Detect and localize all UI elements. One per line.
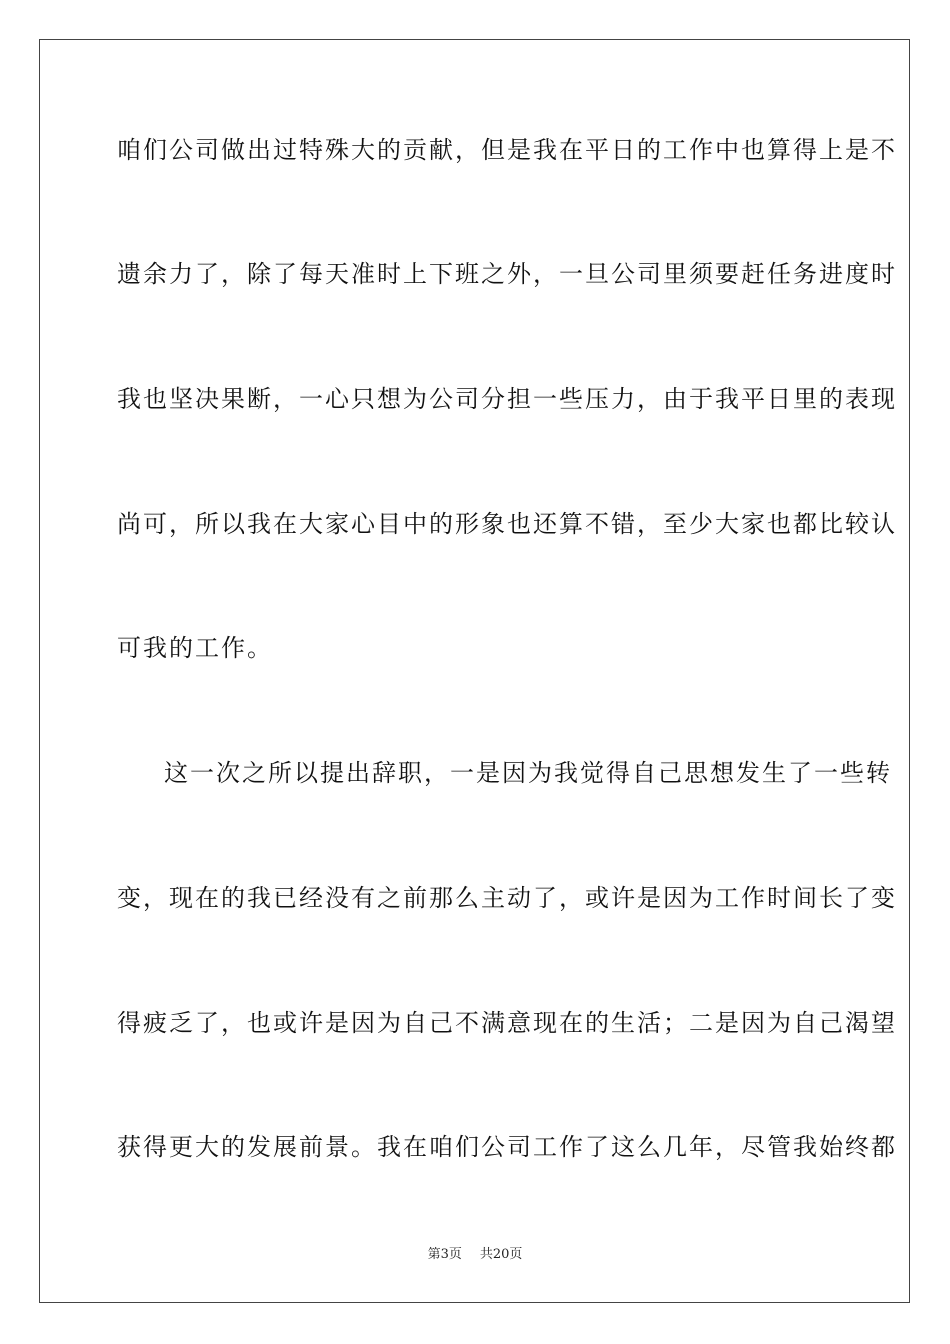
- text-line: 得疲乏了，也或许是因为自己不满意现在的生活；二是因为自己渴望: [117, 1009, 897, 1037]
- text-line: 我也坚决果断，一心只想为公司分担一些压力，由于我平日里的表现: [117, 385, 897, 413]
- text-line: 尚可，所以我在大家心目中的形象也还算不错，至少大家也都比较认: [117, 510, 897, 538]
- page-number: 第3页: [427, 1247, 462, 1262]
- paragraph-first-line: 这一次之所以提出辞职，一是因为我觉得自己思想发生了一些转: [164, 759, 892, 787]
- page-border: [39, 39, 910, 1303]
- page-footer: [0, 1246, 950, 1264]
- text-line: 变，现在的我已经没有之前那么主动了，或许是因为工作时间长了变: [117, 884, 897, 912]
- text-line: 遗余力了，除了每天准时上下班之外，一旦公司里须要赶任务进度时: [117, 260, 897, 288]
- text-line: 获得更大的发展前景。我在咱们公司工作了这么几年，尽管我始终都: [117, 1133, 897, 1161]
- page-total: 共20页: [479, 1247, 523, 1262]
- text-line: 咱们公司做出过特殊大的贡献，但是我在平日的工作中也算得上是不: [117, 136, 897, 164]
- text-line: 可我的工作。: [117, 634, 273, 662]
